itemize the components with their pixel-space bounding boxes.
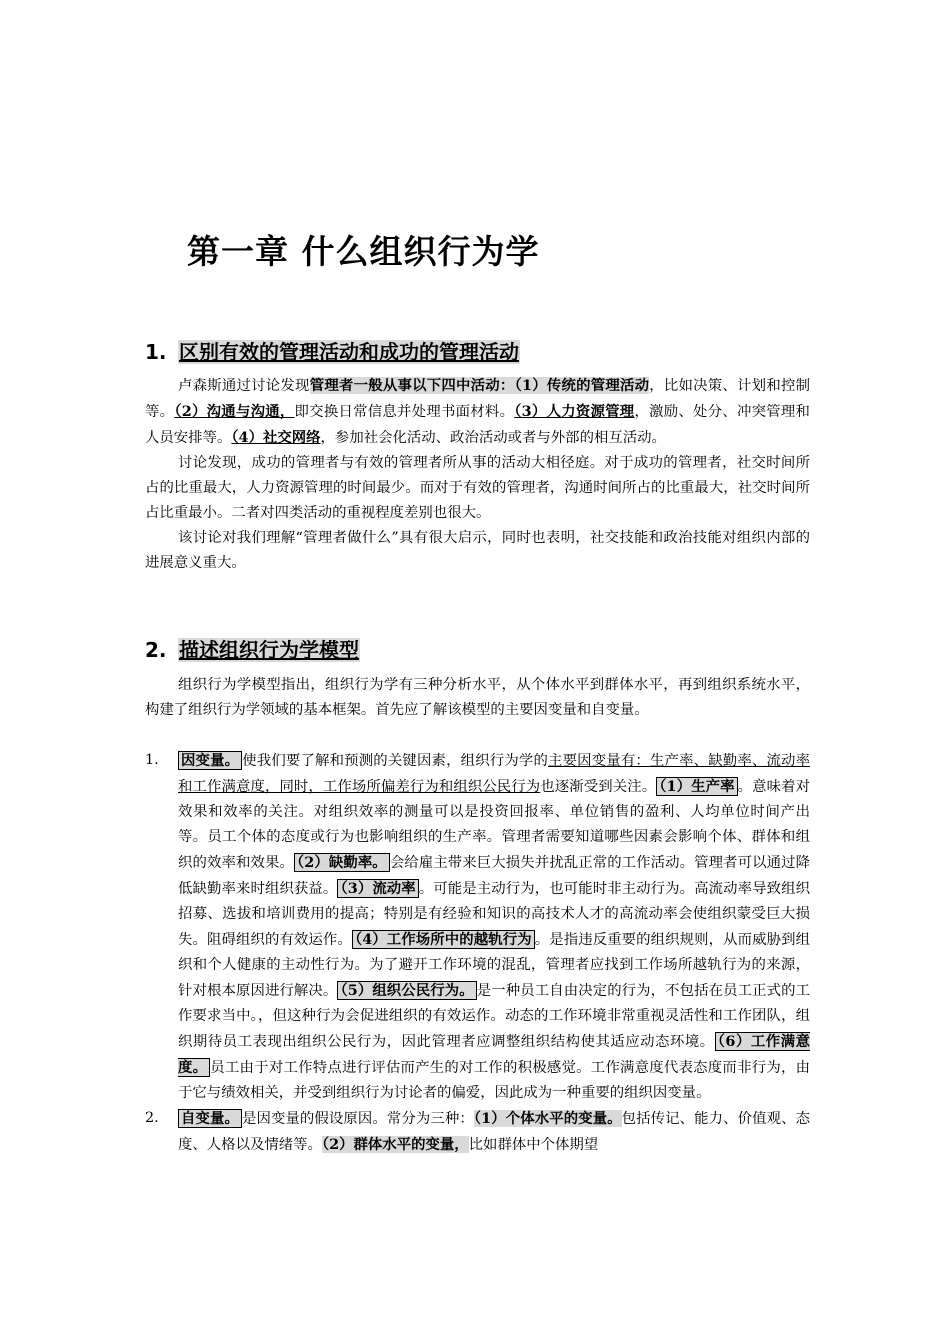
section2-intro-block xyxy=(145,673,810,723)
chapter-title: 第一章 什么组织行为学 xyxy=(187,232,540,271)
text-run: 卢森斯通过讨论发现 xyxy=(178,378,310,394)
highlight-communication: （2）沟通与沟通， xyxy=(174,403,295,420)
text-run: 是因变量的假设原因。常分为三种： xyxy=(241,1111,474,1127)
term-dependent-variable: 因变量。 xyxy=(178,751,242,770)
text-run: 比如群体中个体期望 xyxy=(468,1137,599,1153)
section2-list xyxy=(145,748,810,1158)
section1-paragraph-2: 讨论发现，成功的管理者与有效的管理者所从事的活动大相径庭。对于成功的管理者，社交时间所占的比重最大，人力资源管理的时间最少。而对于有效的管理者，沟通时间所占的比重最大，社交时间所占比重最小。二者对四类活动的重视程度差别也很大。 xyxy=(145,455,810,521)
text-run: 包括传记、能力、价值观、态度、人格以及情绪等。 xyxy=(178,1111,810,1153)
list-item-independent-variables xyxy=(145,1106,810,1158)
highlight-networking: （4）社交网络 xyxy=(231,429,321,446)
term-absenteeism: （2）缺勤率。 xyxy=(294,853,390,872)
text-run: 。可能是主动行为，也可能时非主动行为。高流动率导致组织招募、选拔和培训费用的提高；特别是有经验和知识的高技术人才的高流动率会使组织蒙受巨大损失。阻碍组织的有效运作。 xyxy=(178,881,810,948)
section1-paragraph-1 xyxy=(145,373,810,451)
section2-number: 2. xyxy=(145,638,167,662)
highlight-hrm: （3）人力资源管理 xyxy=(514,403,635,420)
list-item-dependent-variables xyxy=(145,748,810,1106)
term-deviant-behavior: （4）工作场所中的越轨行为 xyxy=(352,930,535,949)
highlight-activities: 管理者一般从事以下四中活动：（1）传统的管理活动 xyxy=(309,377,650,394)
section2-heading xyxy=(145,634,360,663)
section1-title: 区别有效的管理活动和成功的管理活动 xyxy=(179,340,519,364)
text-run: ，激励、处分、冲突管理和人员安排等。 xyxy=(145,404,810,446)
section2-title: 描述组织行为学模型 xyxy=(179,638,359,662)
term-independent-variable: 自变量。 xyxy=(178,1109,242,1128)
term-citizenship-behavior: （5）组织公民行为。 xyxy=(337,981,476,1000)
section1-heading xyxy=(145,336,520,365)
list-marker: 1. xyxy=(145,752,159,768)
text-run: 。是指违反重要的组织规则，从而威胁到组织和个人健康的主动性行为。为了避开工作环境的混乱，管理者应找到工作场所越轨行为的来源，针对根本原因进行解决。 xyxy=(178,932,810,999)
section1-paragraph-3: 该讨论对我们理解“管理者做什么”具有很大启示，同时也表明，社交技能和政治技能对组织内部的进展意义重大。 xyxy=(145,530,810,571)
term-turnover: （3）流动率 xyxy=(337,879,418,898)
text-run: ，比如决策、计划和控制等。 xyxy=(145,378,810,420)
underlined-main-dependent-variables: 主要因变量有：生产率、缺勤率、流动率和工作满意度，同时，工作场所偏差行为和组织公民行为 xyxy=(178,753,810,795)
section1-body xyxy=(145,373,810,576)
text-run: ，参加社会化活动、政治活动或者与外部的相互活动。 xyxy=(320,430,666,446)
text-run: 是一种员工自由决定的行为，不包括在员工正式的工作要求当中。，但这种行为会促进组织的有效运作。动态的工作环境非常重视灵活性和工作团队，组织期待员工表现出组织公民行为，因此管理者应调整组织结构使其适应动态环境。 xyxy=(178,983,810,1050)
text-run: 。意味着对效果和效率的关注。对组织效率的测量可以是投资回报率、单位销售的盈利、人均单位时间产出等。员工个体的态度或行为也影响组织的生产率。管理者需要知道哪些因素会影响个体、群体和组织的效率和效果。 xyxy=(178,779,810,871)
term-productivity: （1）生产率 xyxy=(656,777,737,796)
text-run: 员工由于对工作特点进行评估而产生的对工作的积极感觉。工作满意度代表态度而非行为，由于它与绩效相关，并受到组织行为讨论者的偏爱，因此成为一种重要的组织因变量。 xyxy=(178,1060,810,1101)
text-run: 也逐渐受到关注。 xyxy=(540,779,657,795)
section1-number: 1. xyxy=(145,340,167,364)
text-run: 即交换日常信息并处理书面材料。 xyxy=(294,404,515,420)
term-job-satisfaction: （6）工作满意度。 xyxy=(178,1033,810,1076)
text-run: 使我们要了解和预测的关键因素，组织行为学的 xyxy=(242,753,549,769)
section2-intro: 组织行为学模型指出，组织行为学有三种分析水平，从个体水平到群体水平，再到组织系统水平，构建了组织行为学领域的基本框架。首先应了解该模型的主要因变量和自变量。 xyxy=(145,677,810,718)
term-group-level: （2）群体水平的变量， xyxy=(321,1136,469,1153)
text-run: 会给雇主带来巨大损失并扰乱正常的工作活动。管理者可以通过降低缺勤率来时组织获益。 xyxy=(178,855,810,897)
term-individual-level: （1）个体水平的变量。 xyxy=(473,1110,622,1127)
list-marker: 2. xyxy=(145,1110,159,1126)
